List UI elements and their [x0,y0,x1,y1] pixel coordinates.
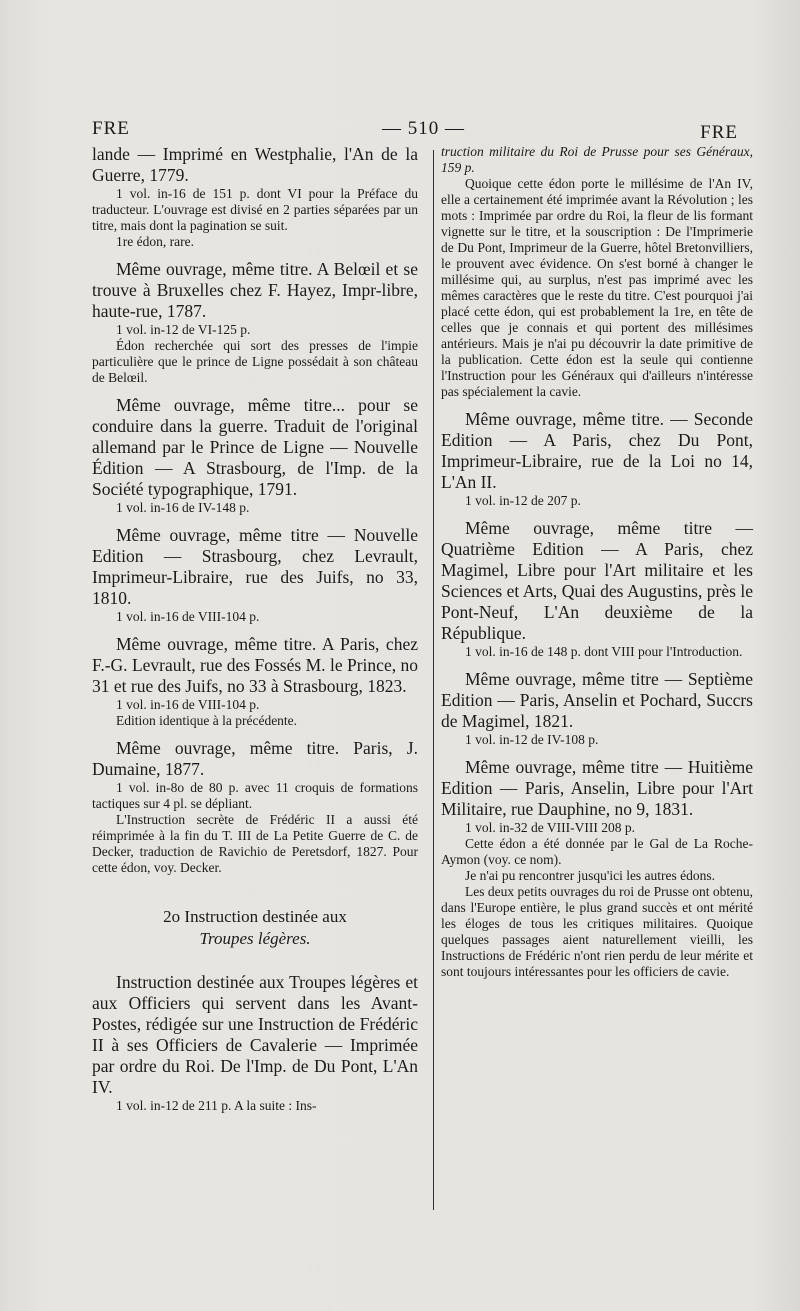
section-heading [92,906,418,950]
entry-note: 1 vol. in-16 de 151 p. dont VI pour la Préface du traducteur. L'ouvrage est divisé en 2 parties séparées par un titre, mais dont la pagination se suit. [92,186,418,233]
entry-text: Même ouvrage, même titre. — Seconde Edition — A Paris, chez Du Pont, Imprimeur-Libraire, rue de la Loi no 14, L'An II. [441,409,753,492]
page-header [92,114,738,144]
entry-text: Même ouvrage, même titre. A Belœil et se trouve à Bruxelles chez F. Hayez, Impr-libre, haute-rue, 1787. [92,259,418,321]
section-heading-line-2: Troupes légères. [199,929,311,948]
entry-note: 1 vol. in-16 de 148 p. dont VIII pour l'Introduction. [465,644,743,659]
left-column [92,144,418,1114]
section-heading-line-1: 2o Instruction destinée aux [163,907,347,926]
entry-note: 1 vol. in-32 de VIII-VIII 208 p. [465,820,635,835]
entry-text: Même ouvrage, même titre — Huitième Edition — Paris, Anselin, Libre pour l'Art Militaire, rue Dauphine, no 9, 1831. [441,757,753,819]
entry-text: lande — Imprimé en Westphalie, l'An de la Guerre, 1779. [92,144,418,185]
entry-note: 1 vol. in-16 de IV-148 p. [116,500,250,515]
entry-note: Cette édon a été donnée par le Gal de La Roche-Aymon (voy. ce nom). [441,836,753,867]
entry-note: Edition identique à la précédente. [116,713,298,728]
page-number: — 510 — [382,118,465,139]
entry-note: truction militaire du Roi de Prusse pour ses Généraux, 159 p. [441,144,753,175]
entry-note: 1re édon, rare. [116,234,194,249]
entry-note: Édon recherchée qui sort des presses de l'impie particulière que le prince de Ligne possédait à son château de Belœil. [92,338,418,385]
column-divider [433,150,434,1210]
entry-note: 1 vol. in-12 de IV-108 p. [465,732,599,747]
entry-note: 1 vol. in-16 de VIII-104 p. [116,609,260,624]
entry-note: Je n'ai pu rencontrer jusqu'ici les autres édons. [465,868,716,883]
entry-text: Même ouvrage, même titre. A Paris, chez F.-G. Levrault, rue des Fossés M. le Prince, no 31 et rue des Juifs, no 33 à Strasbourg, 1823. [92,634,418,696]
entry-note: 1 vol. in-12 de VI-125 p. [116,322,251,337]
entry-text: Même ouvrage, même titre — Nouvelle Edition — Strasbourg, chez Levrault, Imprimeur-Libraire, rue des Juifs, no 33, 1810. [92,525,418,608]
entry-note: L'Instruction secrète de Frédéric II a aussi été réimprimée à la fin du T. III de La Petite Guerre de C. de Decker, traduction de Ravichio de Peretsdorf, 1827. Pour cette édon, voy. Decker. [92,812,418,875]
entry-text: Instruction destinée aux Troupes légères et aux Officiers qui servent dans les Avant-Postes, rédigée sur une Instruction de Frédéric II à ses Officiers de Cavalerie — Imprimée par ordre du Roi. De l'Imp. de Du Pont, L'An IV. [92,972,418,1097]
entry-text: Même ouvrage, même titre — Quatrième Edition — A Paris, chez Magimel, Libre pour l'Art militaire et les Sciences et Arts, Quai des Augustins, près le Pont-Neuf, L'An deuxième de la République. [441,518,753,643]
commentary: Les deux petits ouvrages du roi de Prusse ont obtenu, dans l'Europe entière, le plus grand succès et ont mérité les éloges de tous les critiques militaires. Quoique quelques passages aient naturellement vieilli, les Instructions de Frédéric n'ont rien perdu de leur mérite et sont toujours intéressantes pour les officiers de cavie. [441,884,753,979]
entry-text: Même ouvrage, même titre... pour se conduire dans la guerre. Traduit de l'original allemand par le Prince de Ligne — Nouvelle Édition — A Strasbourg, de l'Imp. de la Société typographique, 1791. [92,395,418,499]
commentary: Quoique cette édon porte le millésime de l'An IV, elle a certainement été imprimée avant la Révolution ; les mots : Imprimée par ordre du Roi, la fleur de lis formant vignette sur le titre, et la souscription : De l'Imprimerie de Du Pont, Imprimeur de la Guerre, hôtel Bretonvilliers, le prouvent avec évidence. On s'est borné à changer le millésime qui, au surplus, n'est pas imprimé avec les mêmes caractères que le reste du titre. C'est pourquoi j'ai placé cette édon, qui est probablement la 1re, en tête de celles que je connais et qui portent des millésimes antérieurs. Mais je n'ai pu découvrir la date primitive de la publication. Cette édon est la seule qui contienne l'Instruction pour les Généraux qui d'ailleurs n'intéresse pas spécialement la cavie. [441,176,753,399]
right-column [441,144,753,980]
entry-note: 1 vol. in-12 de 207 p. [465,493,581,508]
header-right-title: FRE [700,122,738,143]
entry-text: Même ouvrage, même titre. Paris, J. Dumaine, 1877. [92,738,418,779]
entry-note: 1 vol. in-16 de VIII-104 p. [116,697,260,712]
entry-text: Même ouvrage, même titre — Septième Edition — Paris, Anselin et Pochard, Succrs de Magimel, 1821. [441,669,753,731]
header-left-title: FRE [92,118,130,139]
entry-note: 1 vol. in-12 de 211 p. A la suite : Ins- [116,1098,317,1113]
entry-note: 1 vol. in-8o de 80 p. avec 11 croquis de formations tactiques sur 4 pl. se dépliant. [92,780,418,811]
